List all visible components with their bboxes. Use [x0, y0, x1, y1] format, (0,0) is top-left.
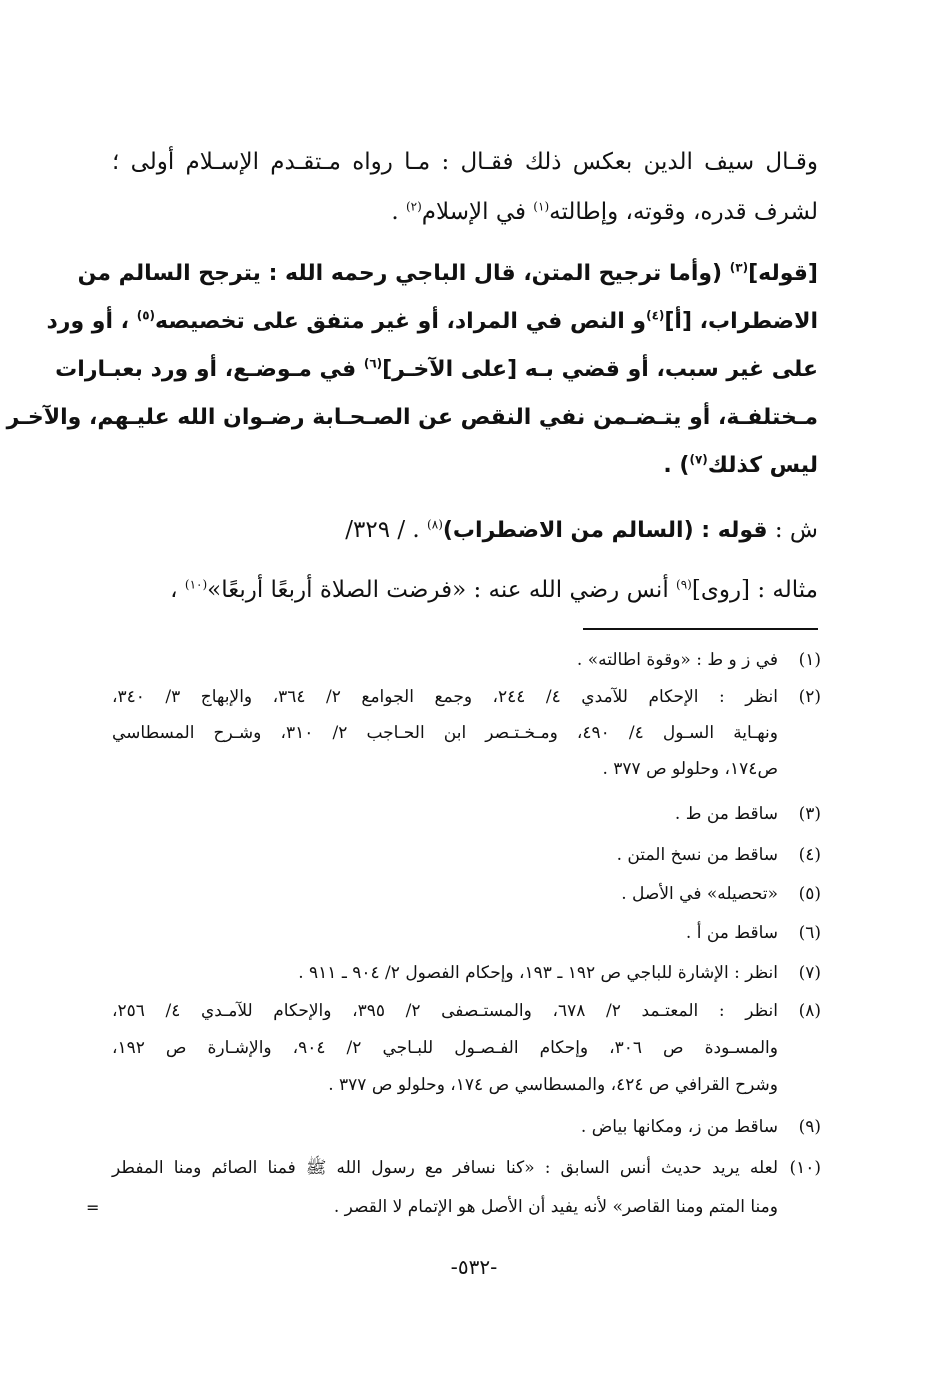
footnote-number: (١) — [798, 650, 821, 670]
text-run: و النص في المراد، أو غير متفق على تخصيصه — [155, 309, 647, 334]
footnote-text: في ز و ط : «وقوة اطالته» . — [576, 650, 778, 670]
text-run: في مـوضـع، أو ورد بعبـارات — [55, 357, 364, 382]
text-run: . — [391, 199, 406, 225]
text-run: . / ٣٢٩/ — [345, 517, 428, 543]
margin-continuation-mark: = — [86, 1198, 100, 1217]
footnote-text: ساقط من ز، ومكانها بياض . — [580, 1117, 778, 1137]
text-run: ، — [170, 577, 185, 603]
footnote-text: ساقط من ط . — [674, 804, 778, 824]
paragraph-1-line-2 — [391, 188, 818, 236]
paragraph-3 — [345, 506, 818, 554]
footnote-number: (١٠) — [789, 1158, 821, 1178]
footnote-text: انظر : المعتـمد ٢/ ٦٧٨، والمستـصفى ٢/ ٣٩٥، والإحكام للآمـدي ٤/ ٢٥٦، — [112, 1001, 778, 1021]
footnote-number: (٦) — [798, 923, 821, 943]
text-run: لشرف قدره، وقوته، وإطالته — [549, 199, 818, 225]
footnote-text: ونهـاية السـول ٤/ ٤٩٠، ومـخـتـصر ابن الحـاجب ٢/ ٣١٠، وشـرح المسطاسي — [112, 723, 778, 743]
text-run: على غير سبب، أو قضي بـه [على الآخـر] — [382, 357, 818, 382]
paragraph-2-line-4 — [6, 394, 818, 442]
footnote-text: «تحصيله» في الأصل . — [621, 884, 778, 904]
footnote-ref-8[interactable]: (٨) — [427, 517, 443, 532]
paragraph-2-line-1 — [77, 250, 818, 298]
footnote-separator — [583, 628, 818, 630]
footnote-text: انظر : الإحكام للآمدي ٤/ ٢٤٤، وجمع الجوامع ٢/ ٣٦٤، والإبهاج ٣/ ٣٤٠، — [112, 687, 778, 707]
paragraph-1-line-1 — [112, 138, 818, 186]
footnote-number: (٩) — [798, 1117, 821, 1137]
footnote-ref-4[interactable]: (٤) — [646, 308, 665, 323]
text-run: في الإسلام — [421, 199, 534, 225]
footnote-text: وشرح القرافي ص ٤٢٤، والمسطاسي ص ١٧٤، وحلولو ص ٣٧٧ . — [328, 1075, 778, 1095]
paragraph-4 — [170, 566, 818, 614]
text-run: (وأما ترجيح المتن، قال الباجي رحمه الله : يترجح السالم من — [77, 261, 730, 286]
text-run: ليس كذلك — [707, 453, 818, 478]
footnote-text: ص١٧٤، وحلولو ص ٣٧٧ . — [602, 759, 778, 779]
footnote-ref-6[interactable]: (٦) — [363, 356, 383, 371]
footnote-ref-2[interactable]: (٢) — [405, 199, 422, 214]
footnote-number: (٤) — [798, 845, 821, 865]
text-run: ) . — [663, 453, 690, 478]
paragraph-2-line-2 — [46, 298, 818, 346]
footnote-text: ساقط من أ . — [685, 923, 778, 943]
footnote-ref-3[interactable]: (٣) — [729, 260, 749, 275]
paragraph-2-line-3 — [55, 346, 818, 394]
footnote-number: (٣) — [798, 804, 821, 824]
footnote-number: (٢) — [798, 687, 821, 707]
text-run: ، أو ورد — [46, 309, 137, 334]
footnote-number: (٧) — [798, 963, 821, 983]
paragraph-1-line-1-text: وقـال سيف الدين بعكس ذلك فقـال : مـا رواه مـتقـدم الإسـلام أولى ؛ — [112, 149, 818, 175]
text-run: أنس رضي الله عنه : «فرضت الصلاة أربعًا أربعًا» — [207, 577, 677, 603]
paragraph-2-line-5 — [663, 442, 818, 490]
footnote-text: ساقط من نسخ المتن . — [616, 845, 778, 865]
footnote-ref-10[interactable]: (١٠) — [184, 577, 208, 592]
footnote-number: (٥) — [798, 884, 821, 904]
quoted-phrase: قوله : (السالم من الاضطراب) — [442, 518, 768, 543]
footnote-ref-7[interactable]: (٧) — [689, 452, 708, 467]
text-run: الاضطراب، [أ] — [664, 309, 818, 334]
footnote-ref-9[interactable]: (٩) — [676, 577, 692, 592]
footnote-text: والمسـودة ص ٣٠٦، وإحكام الفـصـول للبـاجي ٢/ ٩٠٤، والإشـارة ص ١٩٢، — [112, 1038, 778, 1058]
text-run: [قوله] — [748, 261, 818, 286]
footnote-text: انظر : الإشارة للباجي ص ١٩٢ ـ ١٩٣، وإحكام الفصول ٢/ ٩٠٤ ـ ٩١١ . — [298, 963, 778, 983]
footnote-number: (٨) — [798, 1001, 821, 1021]
text-run: ش : — [767, 517, 818, 543]
page-number: -٥٣٢- — [450, 1255, 498, 1279]
footnote-ref-1[interactable]: (١) — [533, 199, 550, 214]
footnote-ref-5[interactable]: (٥) — [136, 308, 155, 323]
text-run: مثاله : [روى] — [691, 577, 818, 603]
footnote-text: لعله يريد حديث أنس السابق : «كنا نسافر مع رسول الله ﷺ فمنا الصائم ومنا المفطر — [112, 1158, 778, 1178]
text-run: مـختلفـة، أو يتـضـمن نفي النقص عن الصـحـابة رضـوان الله عليـهم، والآخـر — [6, 405, 818, 430]
footnote-text: ومنا المتم ومنا القاصر» لأنه يفيد أن الأصل هو الإتمام لا القصر . — [333, 1197, 778, 1217]
